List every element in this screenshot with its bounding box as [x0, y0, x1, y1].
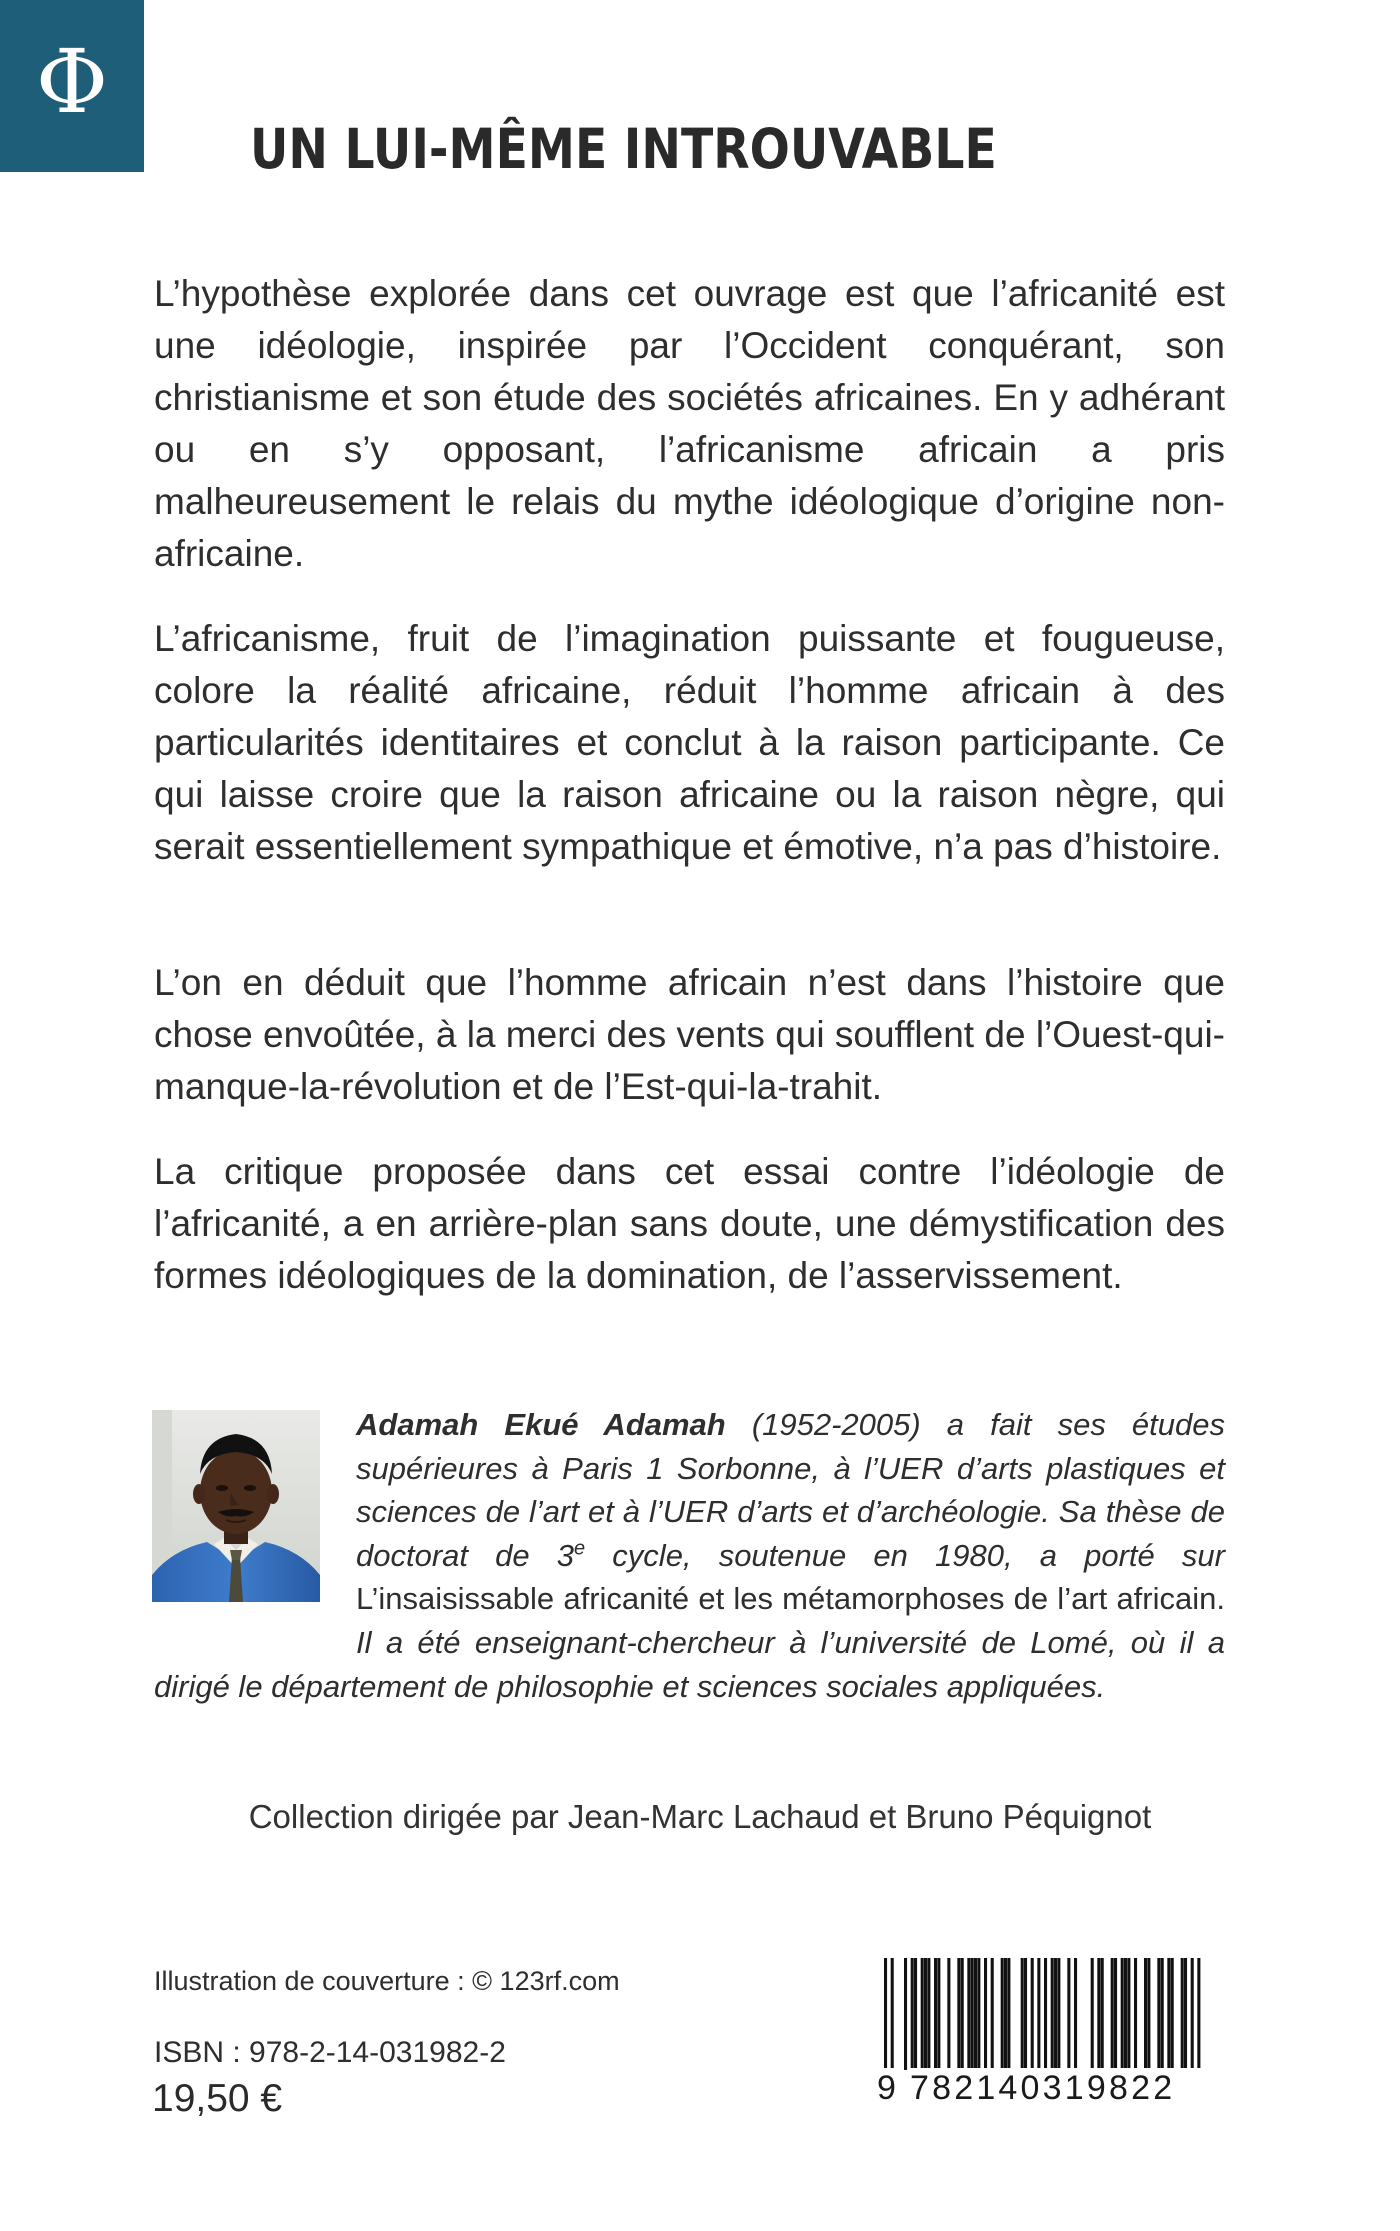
barcode-bar-33	[1097, 1958, 1100, 2070]
barcode-bar-43	[1157, 1958, 1160, 2070]
author-bio-thesis-title: L’insaisissable africanité et les métamorphoses de l’art africain.	[356, 1581, 1225, 1617]
barcode-bar-29	[1057, 1958, 1060, 2070]
barcode-bar-34	[1101, 1958, 1104, 2070]
blurb-paragraph-4: La critique proposée dans cet essai contre l’idéologie de l’africanité, a en arrière-plan sans doute, une démystification des formes idéologiques de la domination, de l’asservissement.	[154, 1151, 1225, 1296]
barcode-bar-21	[1007, 1958, 1010, 2070]
blurb-paragraph-2: L’africanisme, fruit de l’imagination puissante et fougueuse, colore la réalité africaine, réduit l’homme africain à des particularités identitaires et conclut à la raison participante. Ce qui laisse croire que la raison africaine ou la raison nègre, qui serait essentiellement sympathique et émotive, n’a pas d’histoire.	[154, 618, 1225, 867]
barcode-bar-27	[1051, 1958, 1054, 2070]
phi-logo-icon: Φ	[35, 30, 109, 133]
author-bio-superscript: e	[574, 1537, 586, 1560]
barcode-bar-45	[1167, 1958, 1170, 2070]
barcode-bar-15	[974, 1958, 977, 2070]
barcode-bar-4	[914, 1958, 917, 2070]
author-bio-text-3: Il a été enseignant-chercheur à l’université de Lomé, où il a dirigé le département de philosophie et sciences sociales appliquées.	[154, 1624, 1225, 1704]
author-biography	[154, 1403, 1225, 1708]
barcode-bar-24	[1031, 1958, 1034, 2070]
barcode-bar-17	[984, 1958, 987, 2070]
blurb-paragraph-3: L’on en déduit que l’homme africain n’est dans l’histoire que chose envoûtée, à la merci des vents qui soufflent de l’Ouest-qui-manque-la-révolution et de l’Est-qui-la-trahit.	[154, 962, 1225, 1107]
barcode-bar-37	[1121, 1958, 1124, 2070]
barcode-bar-20	[1004, 1958, 1007, 2070]
barcode-bar-23	[1024, 1958, 1027, 2070]
barcode-bar-35	[1111, 1958, 1114, 2070]
barcode-bar-48	[1184, 1958, 1187, 2070]
barcode-bar-22	[1021, 1958, 1024, 2070]
barcode-bar-16	[977, 1958, 980, 2070]
barcode-bar-5	[921, 1958, 924, 2070]
barcode-bar-40	[1134, 1958, 1137, 2070]
barcode-bar-31	[1074, 1958, 1077, 2070]
author-name: Adamah Ekué Adamah	[356, 1407, 726, 1442]
barcode-bar-2	[904, 1958, 907, 2070]
barcode-bar-11	[957, 1958, 960, 2070]
illustration-credit: Illustration de couverture : © 123rf.com	[154, 1966, 620, 1996]
barcode-bar-10	[947, 1958, 950, 2070]
barcode-bar-39	[1127, 1958, 1130, 2070]
barcode-bar-38	[1124, 1958, 1127, 2070]
author-bio-text-1: (1952-2005) a fait ses études supérieures à Paris 1 Sorbonne, à l’UER d’arts plastiques et sciences de l’art et à l’UER d’arts et d’archéologie. Sa thèse de doctorat de 3	[356, 1407, 1225, 1573]
barcode-bar-7	[927, 1958, 930, 2070]
barcode-bar-9	[937, 1958, 940, 2070]
barcode-bar-19	[1001, 1958, 1004, 2070]
barcode-bar-42	[1147, 1958, 1150, 2070]
barcode-bar-47	[1181, 1958, 1184, 2070]
barcode	[870, 1958, 1230, 2113]
barcode-bar-41	[1144, 1958, 1147, 2070]
barcode-bar-36	[1114, 1958, 1117, 2070]
barcode-lead-digit: 9	[877, 2069, 896, 2107]
publisher-logo	[0, 0, 144, 172]
barcode-bar-12	[961, 1958, 964, 2070]
barcode-bar-28	[1054, 1958, 1057, 2070]
barcode-bar-46	[1171, 1958, 1174, 2070]
barcode-bar-44	[1161, 1958, 1164, 2070]
barcode-bar-14	[971, 1958, 974, 2070]
author-bio-text-2: cycle, soutenue en 1980, a porté sur	[585, 1537, 1225, 1573]
price: 19,50 €	[152, 2077, 283, 2120]
barcode-bar-6	[924, 1958, 927, 2070]
barcode-bar-30	[1067, 1958, 1070, 2070]
blurb-paragraph-1: L’hypothèse explorée dans cet ouvrage est que l’africanité est une idéologie, inspirée par l’Occident conquérant, son christianisme et son étude des sociétés africaines. En y adhérant ou en s’y opposant, l’africanisme africain a pris malheureusement le relais du mythe idéologique d’origine non-africaine.	[154, 273, 1225, 574]
barcode-bar-18	[991, 1958, 994, 2070]
barcode-bar-32	[1091, 1958, 1094, 2070]
barcode-bar-8	[934, 1958, 937, 2070]
barcode-digits: 782140319822	[910, 2068, 1228, 2108]
barcode-bar-3	[911, 1958, 914, 2070]
barcode-bar-13	[967, 1958, 970, 2070]
book-title: UN LUI-MÊME INTROUVABLE	[250, 117, 997, 181]
isbn: ISBN : 978-2-14-031982-2	[154, 2036, 506, 2069]
collection-credit: Collection dirigée par Jean-Marc Lachaud et Bruno Péquignot	[248, 1798, 1152, 1835]
